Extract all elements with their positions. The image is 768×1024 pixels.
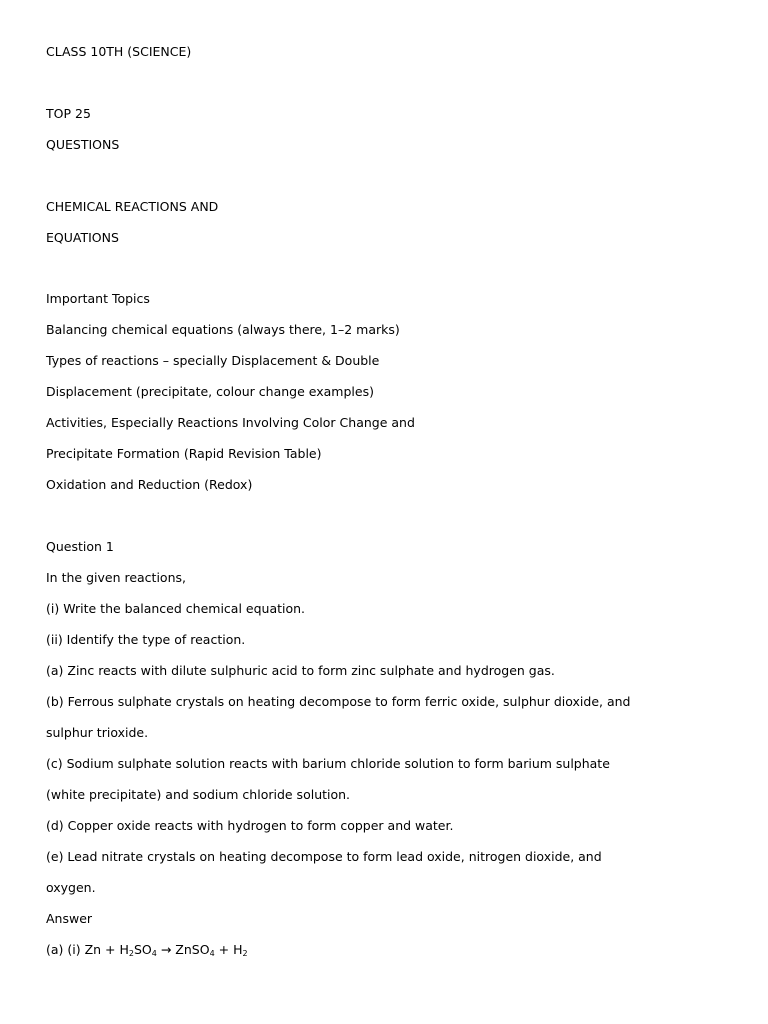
topic-line: Oxidation and Reduction (Redox): [46, 477, 253, 492]
question-line: (a) Zinc reacts with dilute sulphuric acid to form zinc sulphate and hydrogen gas.: [46, 663, 555, 678]
chapter-title-line-2: EQUATIONS: [46, 230, 119, 245]
topic-line: Precipitate Formation (Rapid Revision Table): [46, 446, 322, 461]
question-line: (white precipitate) and sodium chloride solution.: [46, 787, 351, 802]
topic-line: Displacement (precipitate, colour change examples): [46, 384, 374, 399]
equation-text: → ZnSO: [156, 942, 210, 957]
equation-subscript: 4: [151, 949, 157, 958]
question-line: (d) Copper oxide reacts with hydrogen to form copper and water.: [46, 818, 454, 833]
chapter-title-line-1: CHEMICAL REACTIONS AND: [46, 199, 219, 214]
equation-text: + H: [214, 942, 243, 957]
question-line: (ii) Identify the type of reaction.: [46, 632, 246, 647]
topic-line: Balancing chemical equations (always there, 1–2 marks): [46, 322, 400, 337]
question-line: (b) Ferrous sulphate crystals on heating decompose to form ferric oxide, sulphur dioxide, and: [46, 694, 631, 709]
answer-equation-a: [46, 942, 248, 958]
equation-subscript: 2: [128, 949, 134, 958]
question-line: oxygen.: [46, 880, 96, 895]
question-line: In the given reactions,: [46, 570, 186, 585]
equation-text: SO: [134, 942, 152, 957]
class-title: CLASS 10TH (SCIENCE): [46, 44, 192, 59]
equation-text: (a) (i) Zn + H: [46, 942, 129, 957]
topic-line: Activities, Especially Reactions Involving Color Change and: [46, 415, 415, 430]
topics-heading: Important Topics: [46, 291, 150, 306]
question-line: sulphur trioxide.: [46, 725, 149, 740]
equation-subscript: 2: [242, 949, 248, 958]
top-line: TOP 25: [46, 106, 91, 121]
question-line: (c) Sodium sulphate solution reacts with barium chloride solution to form barium sulphate: [46, 756, 610, 771]
question-heading: Question 1: [46, 539, 114, 554]
questions-line: QUESTIONS: [46, 137, 120, 152]
question-line: (e) Lead nitrate crystals on heating decompose to form lead oxide, nitrogen dioxide, and: [46, 849, 602, 864]
topic-line: Types of reactions – specially Displacement & Double: [46, 353, 380, 368]
answer-label: Answer: [46, 911, 93, 926]
question-line: (i) Write the balanced chemical equation.: [46, 601, 306, 616]
equation-subscript: 4: [209, 949, 215, 958]
